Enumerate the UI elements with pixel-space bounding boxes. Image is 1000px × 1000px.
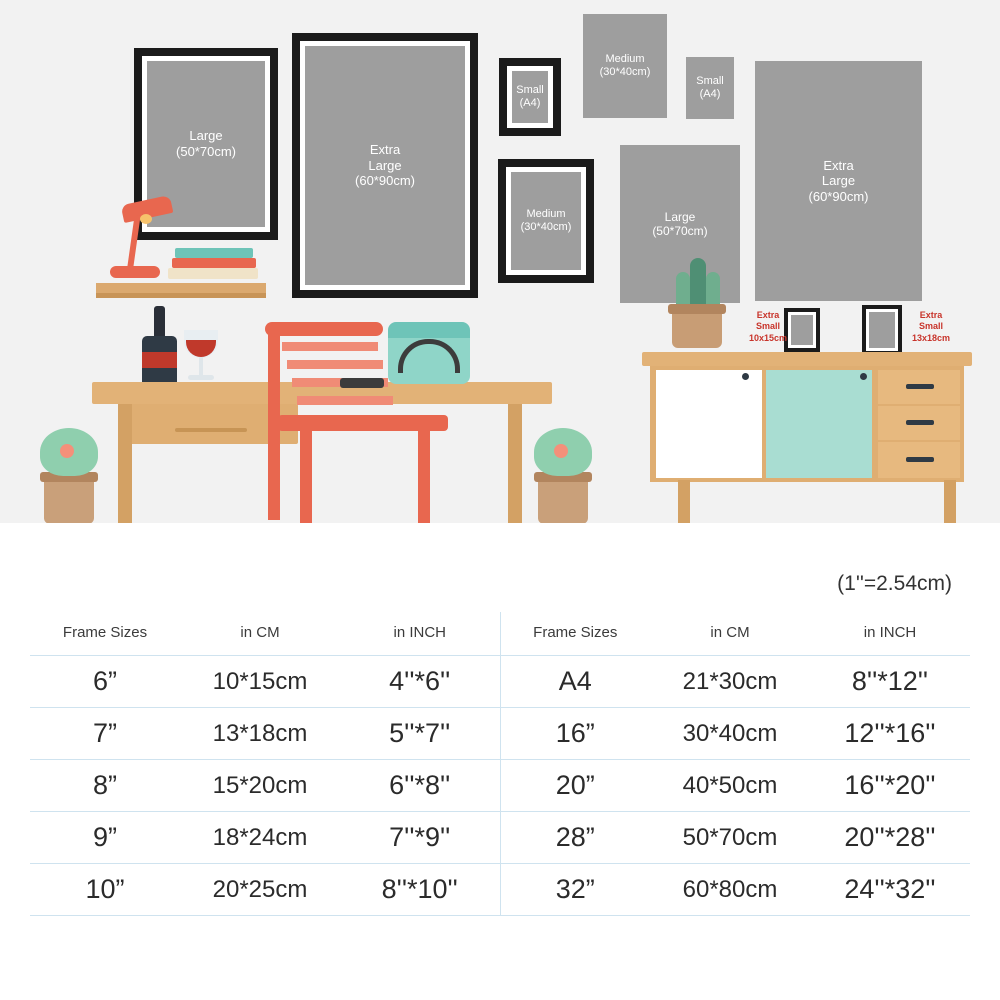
cell-size: 7” bbox=[30, 708, 180, 760]
cell-cm: 13*18cm bbox=[180, 708, 340, 760]
frame-label: Small (A4) bbox=[516, 83, 544, 109]
cell-inch: 4''*6'' bbox=[340, 656, 500, 708]
plant-pot bbox=[672, 310, 722, 348]
cell-size: 32” bbox=[500, 864, 650, 916]
cell-size: A4 bbox=[500, 656, 650, 708]
cell-size: 8” bbox=[30, 760, 180, 812]
frame-extra-large-1 bbox=[292, 33, 478, 298]
frame-mat bbox=[788, 312, 816, 348]
cabinet-knob-white-door bbox=[742, 373, 749, 380]
frame-size-table-wrapper bbox=[30, 612, 970, 916]
cell-cm: 30*40cm bbox=[650, 708, 810, 760]
col-header-frame-sizes-1: Frame Sizes bbox=[30, 612, 180, 656]
cell-size: 6” bbox=[30, 656, 180, 708]
chair-leg-back bbox=[268, 330, 280, 520]
wine-glass-stem bbox=[199, 357, 203, 377]
cell-inch: 7''*9'' bbox=[340, 812, 500, 864]
chair-backrest bbox=[265, 322, 383, 336]
floor-strip bbox=[0, 523, 1000, 535]
cell-size: 28” bbox=[500, 812, 650, 864]
table-row bbox=[30, 708, 970, 760]
frame-small-a4-1 bbox=[499, 58, 561, 136]
chair-leg-front-right bbox=[418, 428, 430, 533]
cabinet-drawer-handle-1 bbox=[906, 384, 934, 389]
book-red bbox=[172, 258, 256, 268]
cell-cm: 10*15cm bbox=[180, 656, 340, 708]
cell-inch: 16''*20'' bbox=[810, 760, 970, 812]
wall-shelf bbox=[96, 283, 266, 293]
cabinet-door-mint bbox=[766, 370, 872, 478]
frame-mat bbox=[866, 309, 898, 351]
floor-plant-left-flower bbox=[60, 444, 74, 458]
cell-cm: 21*30cm bbox=[650, 656, 810, 708]
frame-mat bbox=[506, 167, 586, 275]
cell-inch: 12''*16'' bbox=[810, 708, 970, 760]
cabinet-knob-mint-door bbox=[860, 373, 867, 380]
desk-leg-left bbox=[118, 404, 132, 534]
cell-cm: 15*20cm bbox=[180, 760, 340, 812]
label-extra-small-10x15: Extra Small 10x15cm bbox=[748, 310, 788, 343]
book-teal bbox=[175, 248, 253, 258]
table-row bbox=[30, 864, 970, 916]
cabinet-top bbox=[642, 352, 972, 366]
cell-cm: 50*70cm bbox=[650, 812, 810, 864]
label-extra-small-13x18: Extra Small 13x18cm bbox=[911, 310, 951, 343]
lamp-base bbox=[110, 266, 160, 278]
cell-size: 9” bbox=[30, 812, 180, 864]
floor-plant-left-pot bbox=[44, 478, 94, 524]
col-header-frame-sizes-2: Frame Sizes bbox=[500, 612, 650, 656]
cell-inch: 6''*8'' bbox=[340, 760, 500, 812]
frame-label: Small (A4) bbox=[696, 74, 724, 100]
cabinet-door-white bbox=[656, 370, 762, 478]
frame-small-a4-2 bbox=[686, 57, 734, 119]
wine-glass-foot bbox=[188, 375, 214, 380]
frame-size-table bbox=[30, 612, 970, 916]
frame-mat bbox=[300, 41, 470, 290]
cell-cm: 40*50cm bbox=[650, 760, 810, 812]
frame-label: Medium (30*40cm) bbox=[599, 52, 651, 78]
cell-size: 10” bbox=[30, 864, 180, 916]
chair-leg-front-left bbox=[300, 428, 312, 533]
frame-label: Medium (30*40cm) bbox=[520, 207, 572, 233]
conversion-note: (1''=2.54cm) bbox=[837, 572, 952, 595]
table-row bbox=[30, 812, 970, 864]
chair-back-slat-1 bbox=[282, 342, 378, 351]
floor-plant-right-pot bbox=[538, 478, 588, 524]
col-header-in-cm-2: in CM bbox=[650, 612, 810, 656]
lamp-bulb bbox=[140, 214, 152, 224]
cell-inch: 24''*32'' bbox=[810, 864, 970, 916]
cell-size: 16” bbox=[500, 708, 650, 760]
cell-inch: 20''*28'' bbox=[810, 812, 970, 864]
bag-flap bbox=[388, 322, 470, 338]
plant-pot-rim bbox=[668, 304, 726, 314]
table-row bbox=[30, 760, 970, 812]
chair-back-slat-2 bbox=[287, 360, 383, 369]
desk-drawer-handle bbox=[175, 428, 247, 432]
cabinet-drawer-handle-3 bbox=[906, 457, 934, 462]
desk-leg-right bbox=[508, 404, 522, 534]
frame-label: Extra Large (60*90cm) bbox=[355, 142, 415, 189]
table-row bbox=[30, 656, 970, 708]
frame-label: Large (50*70cm) bbox=[176, 128, 236, 159]
frame-medium-1 bbox=[583, 14, 667, 118]
frame-extra-small-13x18 bbox=[862, 305, 902, 355]
frame-extra-large-2 bbox=[755, 61, 922, 301]
cell-inch: 5''*7'' bbox=[340, 708, 500, 760]
table-header-row bbox=[30, 612, 970, 656]
book-cream bbox=[168, 268, 258, 279]
wine-bottle-label bbox=[142, 352, 177, 368]
frame-extra-small-10x15 bbox=[784, 308, 820, 352]
chair-back-slat-4 bbox=[297, 396, 393, 405]
cell-cm: 20*25cm bbox=[180, 864, 340, 916]
bag-base-shadow bbox=[340, 378, 384, 388]
cell-inch: 8''*10'' bbox=[340, 864, 500, 916]
col-header-in-inch-2: in INCH bbox=[810, 612, 970, 656]
cell-inch: 8''*12'' bbox=[810, 656, 970, 708]
wine-bottle-neck bbox=[154, 306, 165, 340]
col-header-in-inch-1: in INCH bbox=[340, 612, 500, 656]
frame-label: Large (50*70cm) bbox=[652, 209, 708, 238]
floor-plant-right-flower bbox=[554, 444, 568, 458]
cabinet-drawer-handle-2 bbox=[906, 420, 934, 425]
col-header-in-cm-1: in CM bbox=[180, 612, 340, 656]
cell-size: 20” bbox=[500, 760, 650, 812]
wall-shelf-edge bbox=[96, 293, 266, 298]
frame-mat bbox=[507, 66, 553, 128]
frame-medium-2 bbox=[498, 159, 594, 283]
cell-cm: 18*24cm bbox=[180, 812, 340, 864]
frame-label: Extra Large (60*90cm) bbox=[808, 157, 869, 204]
cell-cm: 60*80cm bbox=[650, 864, 810, 916]
